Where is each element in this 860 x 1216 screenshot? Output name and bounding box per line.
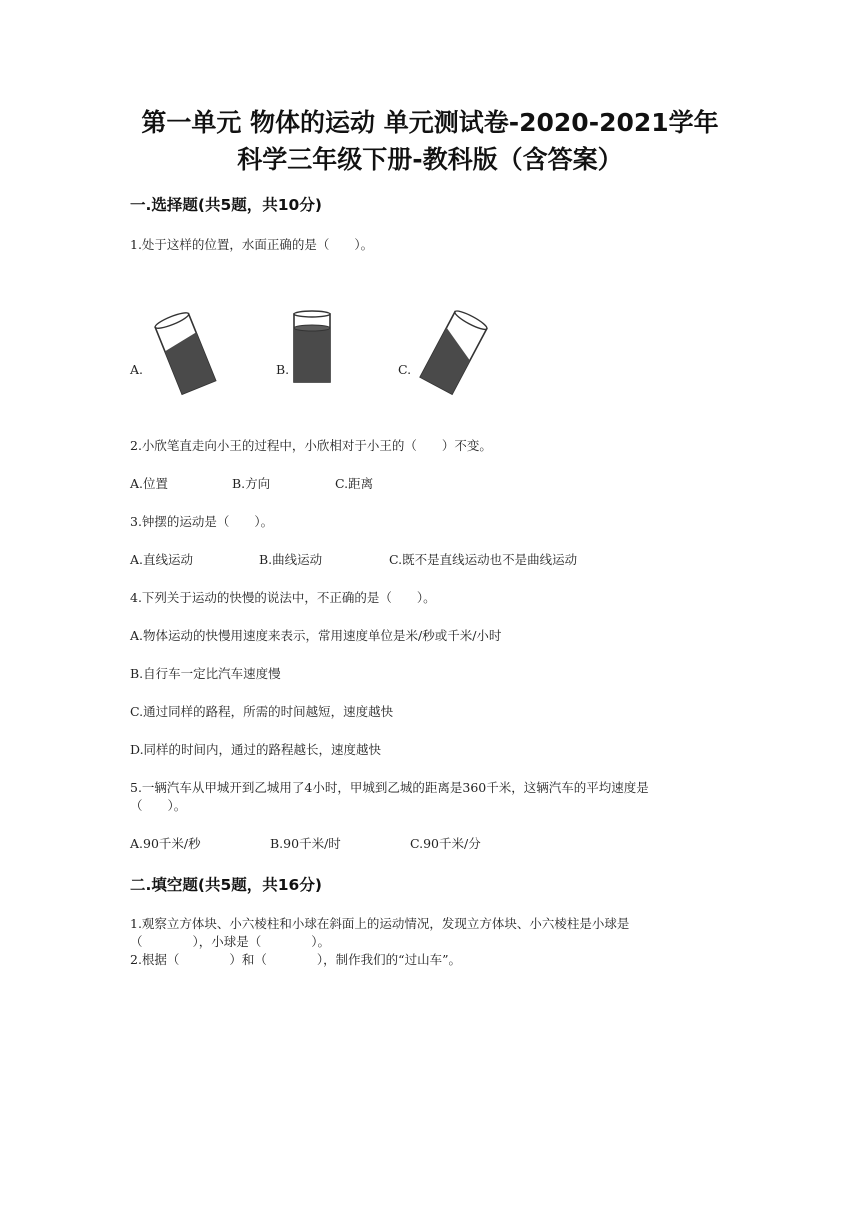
question-1-text: 1.处于这样的位置，水面正确的是（ ）。 (130, 237, 374, 252)
question-4-option-c: C.通过同样的路程，所需的时间越短，速度越快 (130, 704, 394, 719)
tilted-cup-a-image (145, 308, 225, 398)
section-heading-fill-blank: 二.填空题(共5题，共16分) (130, 876, 322, 894)
question-5-option-c: C.90千米/分 (410, 836, 481, 851)
question-5-text-line-1: 5.一辆汽车从甲城开到乙城用了4小时，甲城到乙城的距离是360千米，这辆汽车的平均速度是 (130, 780, 649, 795)
upright-cup-b-image (288, 308, 336, 388)
question-3-option-a: A.直线运动 (130, 552, 194, 567)
question-4-text: 4.下列关于运动的快慢的说法中，不正确的是（ ）。 (130, 590, 436, 605)
question-5-text-line-2: （ ）。 (130, 798, 187, 813)
question-1-option-b-label: B. (276, 362, 290, 377)
question-4-option-b: B.自行车一定比汽车速度慢 (130, 666, 281, 681)
fill-question-1-text-line-2: （ ），小球是（ ）。 (130, 934, 331, 949)
fill-question-2-text: 2.根据（ ）和（ ），制作我们的“过山车”。 (130, 952, 461, 967)
question-1-option-c-label: C. (398, 362, 412, 377)
page-title-line-2: 科学三年级下册-教科版（含答案） (237, 145, 623, 174)
question-5-option-b: B.90千米/时 (270, 836, 341, 851)
question-2-option-c: C.距离 (335, 476, 374, 491)
tilted-cup-c-image (413, 306, 495, 398)
page-title-line-1: 第一单元 物体的运动 单元测试卷-2020-2021学年 (141, 108, 719, 137)
question-2-option-a: A.位置 (130, 476, 169, 491)
question-4-option-a: A.物体运动的快慢用速度来表示，常用速度单位是米/秒或千米/小时 (130, 628, 502, 643)
question-3-option-c: C.既不是直线运动也不是曲线运动 (389, 552, 578, 567)
question-3-text: 3.钟摆的运动是（ ）。 (130, 514, 274, 529)
question-2-option-b: B.方向 (232, 476, 271, 491)
question-4-option-d: D.同样的时间内，通过的路程越长，速度越快 (130, 742, 382, 757)
question-5-option-a: A.90千米/秒 (130, 836, 201, 851)
question-1-option-a-label: A. (130, 362, 144, 377)
section-heading-choice: 一.选择题(共5题，共10分) (130, 196, 322, 214)
question-2-text: 2.小欣笔直走向小王的过程中，小欣相对于小王的（ ）不变。 (130, 438, 492, 453)
question-3-option-b: B.曲线运动 (259, 552, 323, 567)
fill-question-1-text-line-1: 1.观察立方体块、小六棱柱和小球在斜面上的运动情况，发现立方体块、小六棱柱是小球是 (130, 916, 630, 931)
